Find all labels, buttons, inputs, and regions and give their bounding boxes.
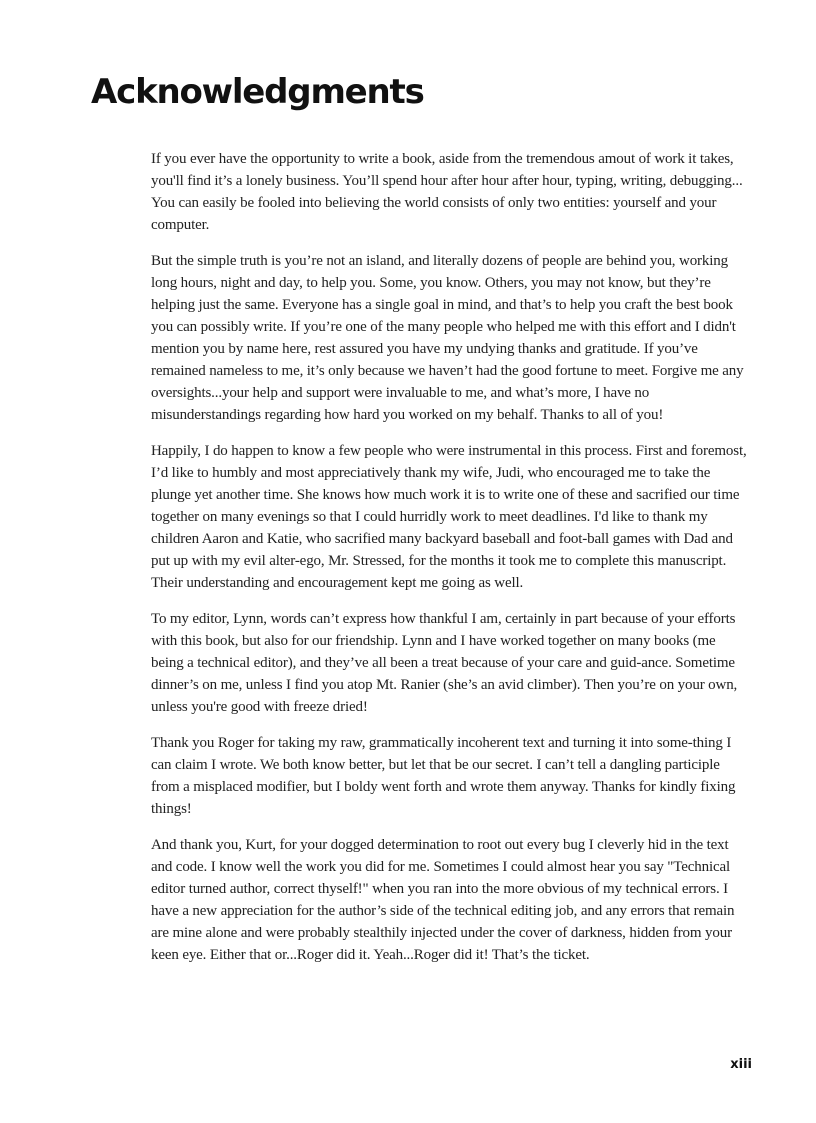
paragraph: To my editor, Lynn, words can’t express how thankful I am, certainly in part because of your efforts with this book, but also for our friendship. Lynn and I have worked together on many books (me being a technical editor), and they’ve all been a treat because of your care and guid-ance. Sometime dinner’s on me, unless I find you atop Mt. Ranier (she’s an avid climber). Then you’re on your own, unless you're good with freeze dried! [151,611,738,715]
paragraph: Happily, I do happen to know a few people who were instrumental in this process. First and foremost, I’d like to humbly and most appreciatively thank my wife, Judi, who encouraged me to take the plunge yet another time. She knows how much work it is to write one of these and sacrified our time together on many evenings so that I could hurridly work to meet deadlines. I'd like to thank my children Aaron and Katie, who sacrified many backyard baseball and foot-ball games with Dad and put up with my evil alter-ego, Mr. Stressed, for the months it took me to complete this manuscript. Their understanding and encouragement kept me going as well. [151,443,747,591]
paragraph: If you ever have the opportunity to write a book, aside from the tremendous amout of work it takes, you'll find it’s a lonely business. You’ll spend hour after hour after hour, typing, writing, debugging... You can easily be fooled into believing the world consists of only two entities: yourself and your computer. [151,151,743,233]
paragraph: But the simple truth is you’re not an island, and literally dozens of people are behind you, working long hours, night and day, to help you. Some, you know. Others, you may not know, but they’re helping just the same. Everyone has a single goal in mind, and that’s to help you craft the best book you can possibly write. If you’re one of the many people who helped me with this effort and I didn't mention you by name here, rest assured you have my undying thanks and gratitude. If you’ve remained nameless to me, it’s only because we haven’t had the good fortune to meet. Forgive me any oversights...your help and support were invaluable to me, and what’s more, I have no misunderstandings regarding how hard you worked on my behalf. Thanks to all of you! [151,253,744,423]
page-title: Acknowledgments [91,72,424,112]
paragraph: And thank you, Kurt, for your dogged determination to root out every bug I cleverly hid in the text and code. I know well the work you did for me. Sometimes I could almost hear you say "Technical editor turned author, correct thyself!" when you ran into the more obvious of my technical errors. I have a new appreciation for the author’s side of the technical editing job, and any errors that remain are mine alone and were probably stealthily injected under the cover of darkness, hidden from your keen eye. Either that or...Roger did it. Yeah...Roger did it! That’s the ticket. [151,837,735,963]
body-text [151,148,751,980]
page-number: xiii [730,1057,752,1072]
paragraph: Thank you Roger for taking my raw, grammatically incoherent text and turning it into some-thing I can claim I wrote. We both know better, but let that be our secret. I can’t tell a dangling participle from a misplaced modifier, but I boldy went forth and wrote them anyway. Thanks for kindly fixing things! [151,735,736,817]
